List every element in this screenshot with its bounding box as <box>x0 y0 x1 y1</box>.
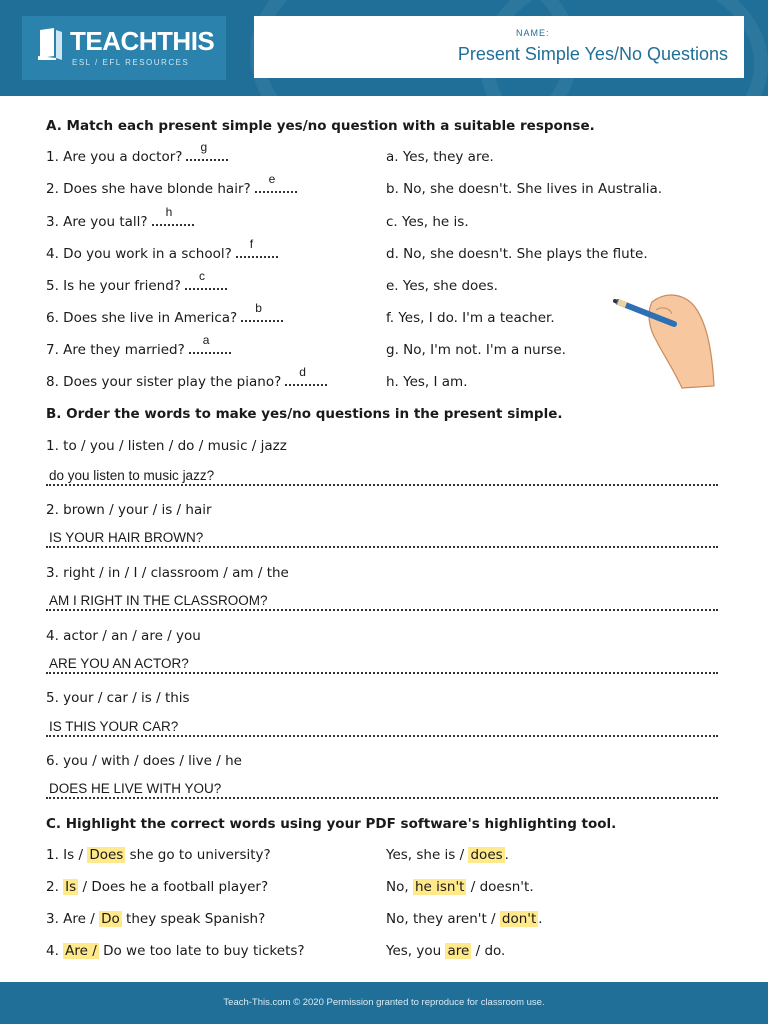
answer-text: IS THIS YOUR CAR? <box>49 719 179 734</box>
highlight-question-3 <box>46 911 265 927</box>
response-f: f. Yes, I do. I'm a teacher. <box>386 310 555 326</box>
logo-brand: TEACHTHIS <box>70 26 215 56</box>
question-text: 1. Are you a doctor? <box>46 149 183 165</box>
highlight-answer-1 <box>386 847 509 863</box>
highlight-answer-4 <box>386 943 505 959</box>
answer-blank[interactable] <box>255 172 297 193</box>
answer-letter: b <box>255 301 262 315</box>
answer-line-5[interactable] <box>46 717 718 737</box>
order-prompt-1: 1. to / you / listen / do / music / jazz <box>46 438 287 454</box>
name-box[interactable] <box>254 16 744 78</box>
question-text: 7. Are they married? <box>46 342 185 358</box>
response-g: g. No, I'm not. I'm a nurse. <box>386 342 566 358</box>
answer-letter: g <box>200 140 208 154</box>
question-a6 <box>46 301 283 326</box>
question-a4 <box>46 237 278 262</box>
question-a5 <box>46 269 227 294</box>
question-text: 2. Does she have blonde hair? <box>46 181 251 197</box>
answer-letter: h <box>165 205 173 219</box>
page-title: Present Simple Yes/No Questions <box>457 44 728 64</box>
order-prompt-2: 2. brown / your / is / hair <box>46 502 212 518</box>
book-icon <box>36 26 66 62</box>
footer-banner <box>0 982 768 1024</box>
answer-blank[interactable] <box>152 205 194 226</box>
highlighted-word[interactable]: he isn't <box>414 879 465 895</box>
question-a1 <box>46 140 228 165</box>
answer-text: DOES HE LIVE WITH YOU? <box>49 781 222 796</box>
highlighted-word[interactable]: don't <box>501 911 537 927</box>
answer-line-2[interactable] <box>46 528 718 548</box>
question-text: 3. Are you tall? <box>46 214 148 230</box>
text-segment: she go to university? <box>125 847 271 863</box>
text-segment: No, they aren't / <box>386 911 500 927</box>
question-a7 <box>46 333 231 358</box>
answer-text: ARE YOU AN ACTOR? <box>49 656 189 671</box>
text-segment: . <box>538 911 543 927</box>
section-a-heading: A. Match each present simple yes/no question with a suitable response. <box>46 118 595 134</box>
answer-letter: e <box>268 172 276 186</box>
logo <box>22 16 226 80</box>
question-a2 <box>46 172 297 197</box>
text-segment: 3. Are / <box>46 911 100 927</box>
answer-text: AM I RIGHT IN THE CLASSROOM? <box>49 593 268 608</box>
answer-blank[interactable] <box>241 301 283 322</box>
text-segment: . <box>504 847 509 863</box>
highlighted-word[interactable]: are <box>447 943 470 959</box>
answer-line-3[interactable] <box>46 591 718 611</box>
text-segment: / do. <box>471 943 506 959</box>
answer-blank[interactable] <box>185 269 227 290</box>
question-text: 4. Do you work in a school? <box>46 246 232 262</box>
question-a3 <box>46 205 194 230</box>
order-prompt-3: 3. right / in / I / classroom / am / the <box>46 565 289 581</box>
highlight-answer-2 <box>386 879 534 895</box>
highlighted-word[interactable]: Are / <box>65 943 97 959</box>
answer-blank[interactable] <box>189 333 231 354</box>
logo-subtitle: ESL / EFL RESOURCES <box>72 58 190 67</box>
text-segment: Yes, you <box>386 943 446 959</box>
text-segment: No, <box>386 879 413 895</box>
response-e: e. Yes, she does. <box>386 278 498 294</box>
hand-pencil-illustration <box>612 290 722 390</box>
highlighted-word[interactable]: Do <box>101 911 120 927</box>
question-text: 6. Does she live in America? <box>46 310 238 326</box>
text-segment: / doesn't. <box>466 879 534 895</box>
answer-letter: f <box>249 237 254 251</box>
answer-text: IS YOUR HAIR BROWN? <box>49 530 204 545</box>
answer-letter: d <box>299 365 306 379</box>
question-text: 8. Does your sister play the piano? <box>46 374 282 390</box>
highlight-question-2 <box>46 879 268 895</box>
answer-letter: c <box>198 269 205 283</box>
response-b: b. No, she doesn't. She lives in Australia. <box>386 181 663 197</box>
highlight-answer-3 <box>386 911 543 927</box>
text-segment: / Does he a football player? <box>78 879 269 895</box>
answer-text: do you listen to music jazz? <box>49 468 215 483</box>
answer-letter: a <box>202 333 210 347</box>
header-banner <box>0 0 768 96</box>
highlighted-word[interactable]: does <box>470 847 503 863</box>
text-segment: 4. <box>46 943 64 959</box>
footer-text: Teach-This.com © 2020 Permission granted to reproduce for classroom use. <box>223 997 545 1008</box>
answer-line-6[interactable] <box>46 779 718 799</box>
name-label: NAME: <box>516 28 550 38</box>
section-c-heading: C. Highlight the correct words using your PDF software's highlighting tool. <box>46 816 617 832</box>
text-segment: 1. Is / <box>46 847 88 863</box>
text-segment: they speak Spanish? <box>121 911 266 927</box>
answer-line-4[interactable] <box>46 654 718 674</box>
text-segment: Yes, she is / <box>386 847 469 863</box>
question-a8 <box>46 365 327 390</box>
answer-line-1[interactable] <box>46 466 718 486</box>
section-b-heading: B. Order the words to make yes/no questions in the present simple. <box>46 406 563 422</box>
response-d: d. No, she doesn't. She plays the flute. <box>386 246 648 262</box>
answer-blank[interactable] <box>285 365 327 386</box>
highlighted-word[interactable]: Is <box>65 879 77 895</box>
response-c: c. Yes, he is. <box>386 214 469 230</box>
response-h: h. Yes, I am. <box>386 374 468 390</box>
text-segment: 2. <box>46 879 64 895</box>
answer-blank[interactable] <box>186 140 228 161</box>
order-prompt-6: 6. you / with / does / live / he <box>46 753 242 769</box>
order-prompt-4: 4. actor / an / are / you <box>46 628 201 644</box>
response-a: a. Yes, they are. <box>386 149 494 165</box>
highlight-question-1 <box>46 847 271 863</box>
question-text: 5. Is he your friend? <box>46 278 181 294</box>
answer-blank[interactable] <box>236 237 278 258</box>
order-prompt-5: 5. your / car / is / this <box>46 690 190 706</box>
highlighted-word[interactable]: Does <box>89 847 124 863</box>
text-segment: Do we too late to buy tickets? <box>98 943 305 959</box>
highlight-question-4 <box>46 943 305 959</box>
